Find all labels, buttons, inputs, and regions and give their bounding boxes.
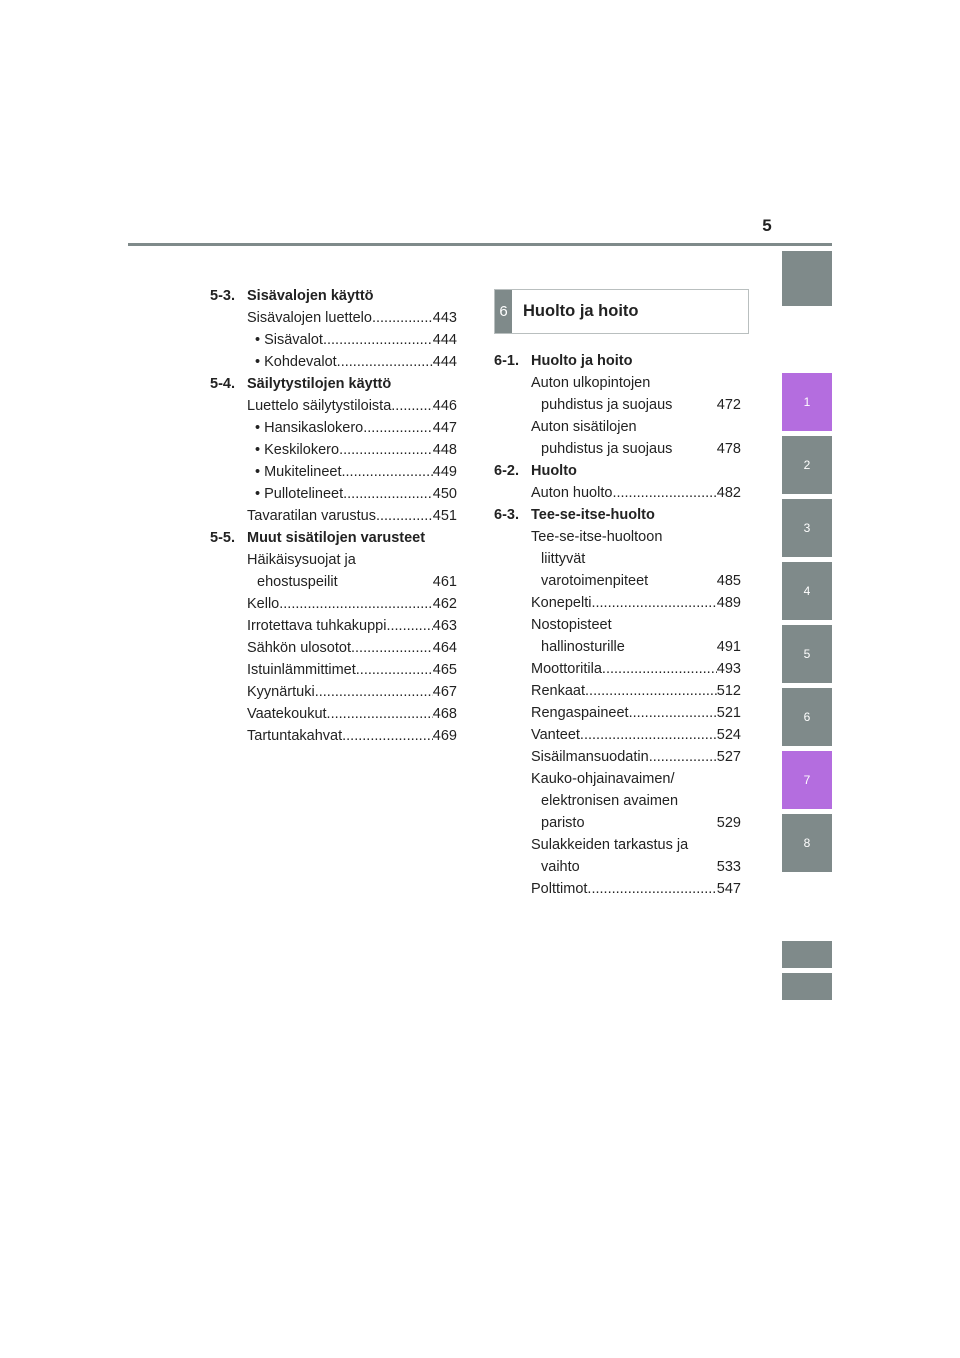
section-title: Huolto	[531, 463, 577, 479]
leader-dots	[372, 307, 433, 329]
entry-text: ehostuspeilit	[257, 574, 338, 590]
leader-dots	[341, 461, 432, 483]
toc-entry[interactable]	[210, 461, 457, 483]
toc-entry[interactable]	[210, 593, 457, 615]
toc-entry[interactable]	[494, 746, 741, 768]
entry-page: 472	[716, 397, 741, 413]
leader-dots	[363, 417, 433, 439]
toc-right-column	[494, 350, 741, 900]
entry-text: hallinosturille	[541, 639, 625, 655]
entry-text: Sulakkeiden tarkastus ja	[531, 837, 689, 853]
leader-dots	[343, 483, 433, 505]
side-tab-label: 3	[803, 521, 811, 535]
entry-text: Tartuntakahvat	[247, 728, 343, 744]
section-heading[interactable]	[494, 350, 741, 372]
leader-dots	[323, 329, 433, 351]
entry-text: Sähkön ulosotot	[247, 640, 351, 656]
leader-dots	[648, 570, 717, 592]
entry-text: paristo	[541, 815, 585, 831]
leader-dots	[602, 658, 717, 680]
toc-entry[interactable]	[210, 439, 457, 461]
leader-dots	[587, 878, 716, 900]
leader-dots	[391, 395, 433, 417]
leader-dots	[356, 659, 433, 681]
side-tab-6[interactable]	[782, 688, 832, 746]
entry-text: Luettelo säilytystiloista	[247, 398, 392, 414]
leader-dots	[612, 482, 716, 504]
side-tab-1[interactable]	[782, 373, 832, 431]
toc-entry[interactable]	[494, 658, 741, 680]
toc-entry[interactable]	[494, 416, 741, 460]
entry-page: 443	[432, 310, 457, 326]
entry-page: 489	[716, 595, 741, 611]
toc-entry[interactable]	[494, 768, 741, 834]
toc-entry[interactable]	[494, 526, 741, 592]
toc-entry[interactable]	[210, 549, 457, 593]
side-tab-label: 5	[803, 647, 811, 661]
entry-page: 463	[432, 618, 457, 634]
side-tab-5[interactable]	[782, 625, 832, 683]
entry-page: 512	[716, 683, 741, 699]
toc-entry[interactable]	[494, 834, 741, 878]
entry-text: • Keskilokero	[255, 442, 340, 458]
side-tab-8[interactable]	[782, 814, 832, 872]
side-tab-4[interactable]	[782, 562, 832, 620]
leader-dots	[672, 438, 716, 460]
leader-dots	[580, 724, 717, 746]
section-heading[interactable]	[494, 460, 741, 482]
toc-entry[interactable]	[210, 703, 457, 725]
toc-entry[interactable]	[210, 681, 457, 703]
chapter-number: 6	[495, 290, 512, 333]
toc-entry[interactable]	[210, 637, 457, 659]
page-number: 5	[762, 216, 772, 235]
entry-text: • Kohdevalot	[255, 354, 337, 370]
leader-dots	[386, 615, 432, 637]
toc-entry[interactable]	[494, 702, 741, 724]
leader-dots	[376, 505, 433, 527]
entry-text: Sisävalojen luettelo	[247, 310, 372, 326]
entry-text: Moottoritila	[531, 661, 602, 677]
section-title: Säilytystilojen käyttö	[247, 376, 392, 392]
side-tab-index-a[interactable]	[782, 941, 832, 968]
entry-text: puhdistus ja suojaus	[541, 397, 673, 413]
toc-left-column	[210, 285, 457, 747]
section-heading[interactable]	[494, 504, 741, 526]
entry-text: • Pullotelineet	[255, 486, 344, 502]
entry-text: Vaatekoukut	[247, 706, 327, 722]
entry-page: 446	[432, 398, 457, 414]
toc-entry[interactable]	[494, 482, 741, 504]
entry-page: 461	[432, 574, 457, 590]
side-tab-label: 4	[803, 584, 811, 598]
entry-text: vaihto	[541, 859, 580, 875]
side-tab-top[interactable]	[782, 251, 832, 306]
entry-page: 448	[432, 442, 457, 458]
leader-dots	[315, 681, 433, 703]
entry-page: 444	[432, 332, 457, 348]
toc-entry[interactable]	[210, 351, 457, 373]
entry-text: elektronisen avaimen	[541, 793, 679, 809]
toc-entry[interactable]	[494, 614, 741, 658]
entry-text: Auton sisätilojen	[531, 419, 637, 435]
entry-text: liittyvät	[541, 551, 586, 567]
entry-text: Polttimot	[531, 881, 588, 897]
section-number: 5-3.	[210, 288, 235, 304]
entry-page: 493	[716, 661, 741, 677]
leader-dots	[625, 636, 717, 658]
entry-text: Rengaspaineet	[531, 705, 629, 721]
toc-entry[interactable]	[210, 329, 457, 351]
side-tab-label: 1	[803, 395, 811, 409]
entry-page: 465	[432, 662, 457, 678]
entry-page: 491	[716, 639, 741, 655]
header-rule	[128, 243, 832, 246]
section-number: 6-3.	[494, 507, 519, 523]
toc-entry[interactable]	[210, 659, 457, 681]
leader-dots	[279, 593, 433, 615]
toc-entry[interactable]	[210, 615, 457, 637]
leader-dots	[591, 592, 716, 614]
entry-text: • Sisävalot	[255, 332, 323, 348]
side-tab-7[interactable]	[782, 751, 832, 809]
entry-page: 524	[716, 727, 741, 743]
section-number: 6-1.	[494, 353, 519, 369]
leader-dots	[585, 812, 717, 834]
entry-page: 527	[716, 749, 741, 765]
leader-dots	[327, 703, 433, 725]
section-title: Muut sisätilojen varusteet	[247, 530, 426, 546]
section-number: 5-4.	[210, 376, 235, 392]
entry-page: 450	[432, 486, 457, 502]
toc-entry[interactable]	[494, 592, 741, 614]
entry-page: 485	[716, 573, 741, 589]
leader-dots	[629, 702, 717, 724]
entry-page: 464	[432, 640, 457, 656]
section-title: Huolto ja hoito	[531, 353, 633, 369]
toc-entry[interactable]	[210, 417, 457, 439]
entry-page: 478	[716, 441, 741, 457]
toc-entry[interactable]	[494, 724, 741, 746]
entry-text: Kyynärtuki	[247, 684, 315, 700]
entry-text: Nostopisteet	[531, 617, 612, 633]
section-number: 6-2.	[494, 463, 519, 479]
toc-entry[interactable]	[494, 878, 741, 900]
entry-text: Häikäisysuojat ja	[247, 552, 356, 568]
toc-entry[interactable]	[210, 725, 457, 747]
entry-page: 469	[432, 728, 457, 744]
toc-entry[interactable]	[494, 372, 741, 416]
leader-dots	[649, 746, 717, 768]
entry-page: 444	[432, 354, 457, 370]
leader-dots	[580, 856, 717, 878]
entry-text: Irrotettava tuhkakuppi	[247, 618, 387, 634]
entry-text: Auton huolto	[531, 485, 613, 501]
section-heading[interactable]	[210, 373, 457, 395]
side-tab-label: 6	[803, 710, 811, 724]
entry-page: 547	[716, 881, 741, 897]
leader-dots	[585, 680, 717, 702]
section-heading[interactable]	[210, 285, 457, 307]
side-tab-index-b[interactable]	[782, 973, 832, 1000]
leader-dots	[337, 351, 433, 373]
side-tab-label: 7	[803, 773, 811, 787]
entry-page: 529	[716, 815, 741, 831]
entry-page: 468	[432, 706, 457, 722]
entry-text: varotoimenpiteet	[541, 573, 649, 589]
entry-text: Kauko-ohjainavaimen/	[531, 771, 675, 787]
entry-text: • Mukitelineet	[255, 464, 342, 480]
entry-page: 449	[432, 464, 457, 480]
side-tab-label: 8	[803, 836, 811, 850]
entry-text: Auton ulkopintojen	[531, 375, 651, 391]
entry-page: 467	[432, 684, 457, 700]
leader-dots	[672, 394, 716, 416]
chapter-heading-box[interactable]	[494, 289, 749, 334]
leader-dots	[351, 637, 433, 659]
leader-dots	[342, 725, 433, 747]
section-title: Sisävalojen käyttö	[247, 288, 374, 304]
entry-text: puhdistus ja suojaus	[541, 441, 673, 457]
toc-entry[interactable]	[210, 395, 457, 417]
entry-text: Sisäilmansuodatin	[531, 749, 649, 765]
entry-text: Konepelti	[531, 595, 592, 611]
entry-text: Kello	[247, 596, 280, 612]
section-number: 5-5.	[210, 530, 235, 546]
leader-dots	[338, 571, 433, 593]
side-tab-3[interactable]	[782, 499, 832, 557]
section-heading[interactable]	[210, 527, 457, 549]
entry-text: Renkaat	[531, 683, 586, 699]
toc-entry[interactable]	[210, 307, 457, 329]
leader-dots	[339, 439, 433, 461]
entry-page: 462	[432, 596, 457, 612]
side-tab-label: 2	[803, 458, 811, 472]
entry-text: • Hansikaslokero	[255, 420, 364, 436]
entry-page: 451	[432, 508, 457, 524]
entry-text: Istuinlämmittimet	[247, 662, 356, 678]
chapter-title: Huolto ja hoito	[523, 302, 639, 320]
toc-entry[interactable]	[210, 483, 457, 505]
entry-page: 482	[716, 485, 741, 501]
entry-text: Tavaratilan varustus	[247, 508, 376, 524]
side-tab-2[interactable]	[782, 436, 832, 494]
section-title: Tee-se-itse-huolto	[531, 507, 655, 523]
toc-entry[interactable]	[494, 680, 741, 702]
toc-entry[interactable]	[210, 505, 457, 527]
entry-text: Vanteet	[531, 727, 580, 743]
entry-page: 447	[432, 420, 457, 436]
entry-page: 521	[716, 705, 741, 721]
entry-text: Tee-se-itse-huoltoon	[531, 529, 663, 545]
entry-page: 533	[716, 859, 741, 875]
